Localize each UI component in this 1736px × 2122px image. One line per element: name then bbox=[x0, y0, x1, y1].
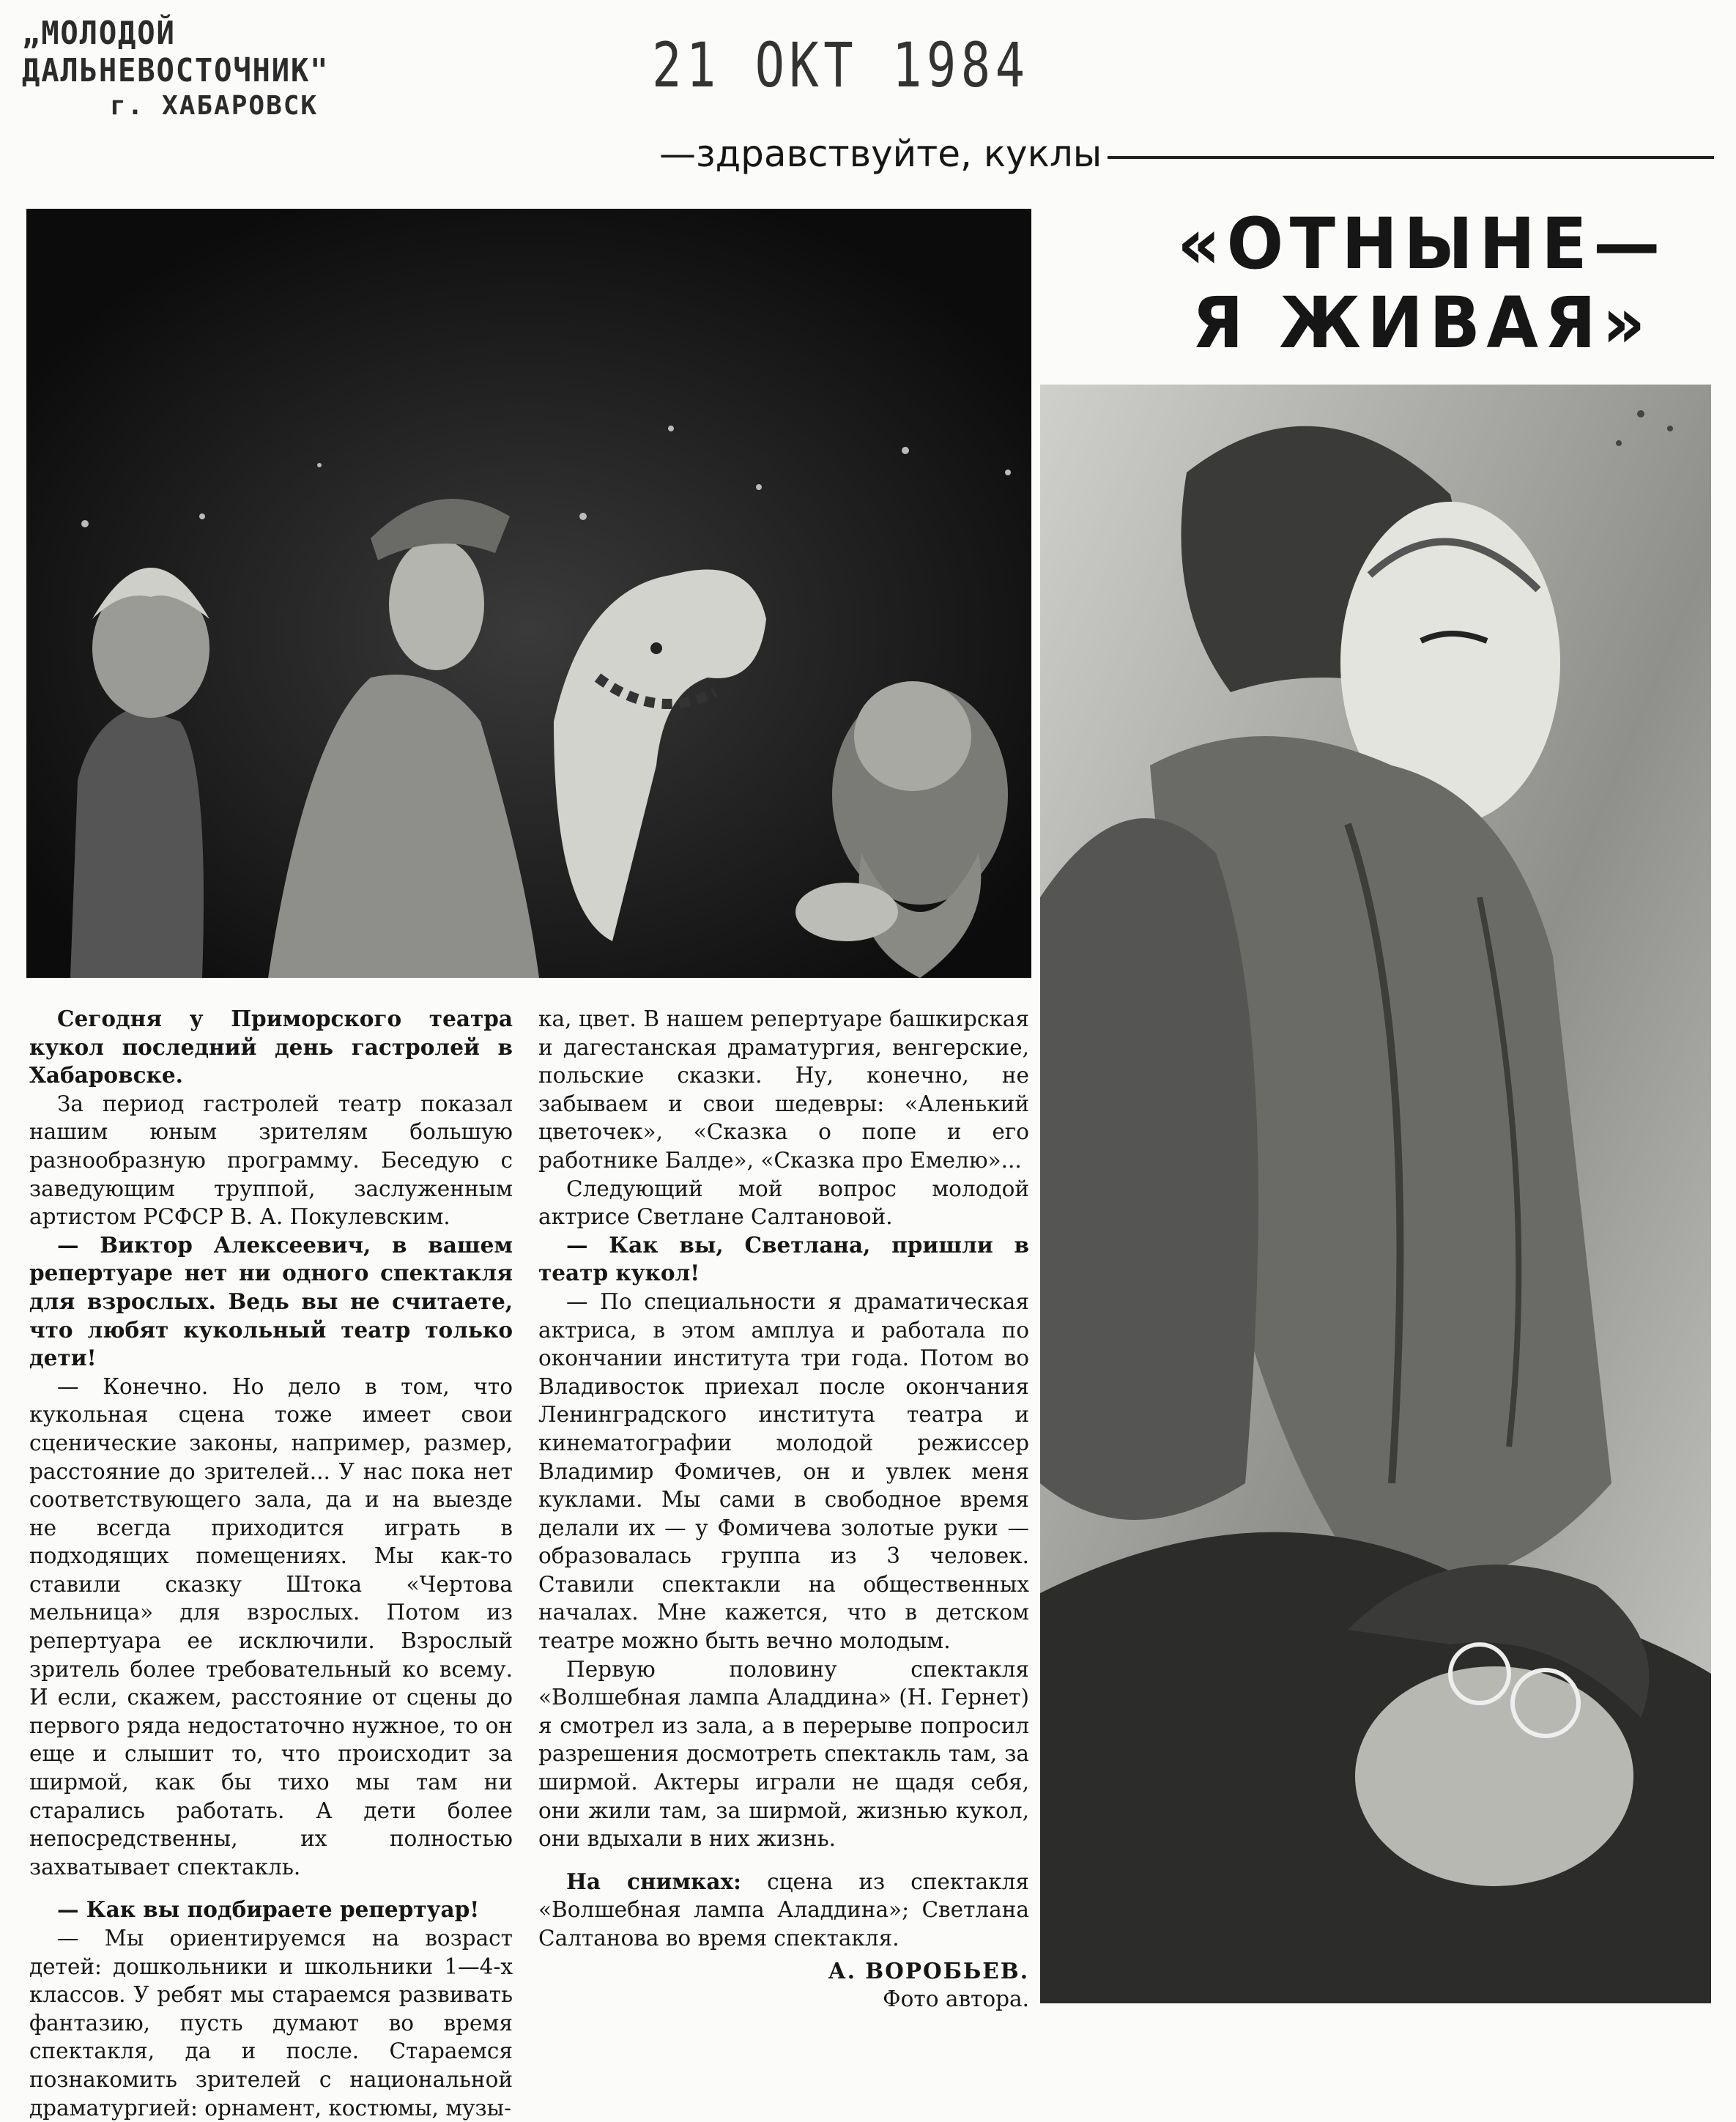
question-1: — Виктор Алексеевич, в вашем репертуаре нет ни одного спектакля для взрослых. Ведь вы не считаете, что любят кукольный театр только дети! bbox=[29, 1231, 513, 1371]
photo-actress-with-puppet bbox=[1040, 385, 1711, 2003]
headline bbox=[1157, 205, 1686, 363]
photo-credit: Фото автора. bbox=[883, 1986, 1029, 2012]
article-column-1 bbox=[29, 1005, 513, 2122]
photo-puppet-scene bbox=[26, 209, 1031, 978]
puppet-scene-image bbox=[26, 209, 1031, 978]
newspaper-stamp bbox=[22, 15, 535, 121]
article-paragraph: Первую половину спектакля «Волшебная лампа Аладдина» (Н. Гернет) я смотрел из зала, а в перерыве попросил разрешения досмотреть спектакль там, за ширмой. Актеры играли не щадя себя, они жили там, за ширмой, жизнью кукол, они вдыхали в них жизнь. bbox=[538, 1656, 1029, 1852]
headline-line-1: «ОТНЫНЕ— bbox=[1177, 203, 1666, 285]
article-paragraph: За период гастролей театр показал нашим юным зрителям большую разнообразную программу. Беседую с заведующим труппой, заслуженным артистом РСФСР В. А. Покулевским. bbox=[29, 1091, 513, 1230]
caption-text: сцена из спектакля «Волшебная лампа Аладдина»; Светлана Салтанова во время спектакля. bbox=[538, 1869, 1029, 1951]
author-signature: А. ВОРОБЬЕВ. bbox=[828, 1957, 1029, 1984]
answer-1: — Конечно. Но дело в том, что кукольная сцена тоже имеет свои сценические законы, например, размер, расстояние до зрителей... У нас пока нет соответствующего зала, да и на выезде не всегда приходится играть в подходящих помещениях. Мы как-то ставили сказку Штока «Чертова мельница» для взрослых. Потом из репертуара ее исключили. Взрослый зритель более требовательный ко всему. И если, скажем, расстояние от сцены до первого ряда недостаточно нужное, то он еще и слышит то, что происходит за ширмой, как бы тихо мы там ни старались работать. А дети более непосредственны, их полностью захватывает спектакль. bbox=[29, 1373, 513, 1880]
city-name: г. ХАБАРОВСК bbox=[110, 91, 319, 121]
rubric-label: —здравствуйте, куклы bbox=[659, 133, 1102, 175]
photo-caption bbox=[538, 1868, 1029, 1953]
rubric-rule bbox=[1108, 156, 1714, 159]
question-2: — Как вы подбираете репертуар! bbox=[57, 1896, 480, 1923]
article-column-2 bbox=[538, 1005, 1029, 2014]
answer-3: — По специальности я драматическая актриса, в этом амплуа и работала по окончании института три года. Потом во Владивосток приехал после окончания Ленинградского института театра и кинематографии молодой режиссер Владимир Фомичев, он и увлек меня куклами. Мы сами в свободное время делали их — у Фомичева золотые руки — образовалась группа из 3 человек. Ставили спектакли на общественных началах. Мне кажется, что в детском театре можно быть вечно молодым. bbox=[538, 1288, 1029, 1654]
article-paragraph: Следующий мой вопрос молодой актрисе Светлане Салтановой. bbox=[538, 1176, 1029, 1230]
headline-line-2: Я ЖИВАЯ» bbox=[1192, 281, 1652, 364]
answer-2-part-2: ка, цвет. В нашем репертуаре башкирская и дагестанская драматургия, венгерские, польские сказки. Ну, конечно, не забываем и свои шедевры: «Аленький цветочек», «Сказка о попе и его работнике Балде», «Сказка про Емелю»... bbox=[538, 1006, 1029, 1173]
newspaper-name: „МОЛОДОЙ ДАЛЬНЕВОСТОЧНИК" bbox=[22, 15, 330, 89]
rubric-bar bbox=[659, 132, 1714, 176]
caption-label: На снимках: bbox=[566, 1868, 741, 1894]
date-stamp: 21 ОКТ 1984 bbox=[652, 29, 1030, 101]
answer-2-part-1: — Мы ориентируемся на возраст детей: дошкольники и школьники 1—4-х классов. У ребят мы стараемся развивать фантазию, пусть думают во время спектакля, да и после. Стараемся познакомить зрителей с национальной драматургией: орнамент, костюмы, музы- bbox=[29, 1926, 513, 2121]
question-3: — Как вы, Светлана, пришли в театр кукол! bbox=[538, 1231, 1029, 1286]
article-lead: Сегодня у Приморского театра кукол последний день гастролей в Хабаровске. bbox=[29, 1006, 513, 1088]
actress-image bbox=[1040, 385, 1711, 2003]
